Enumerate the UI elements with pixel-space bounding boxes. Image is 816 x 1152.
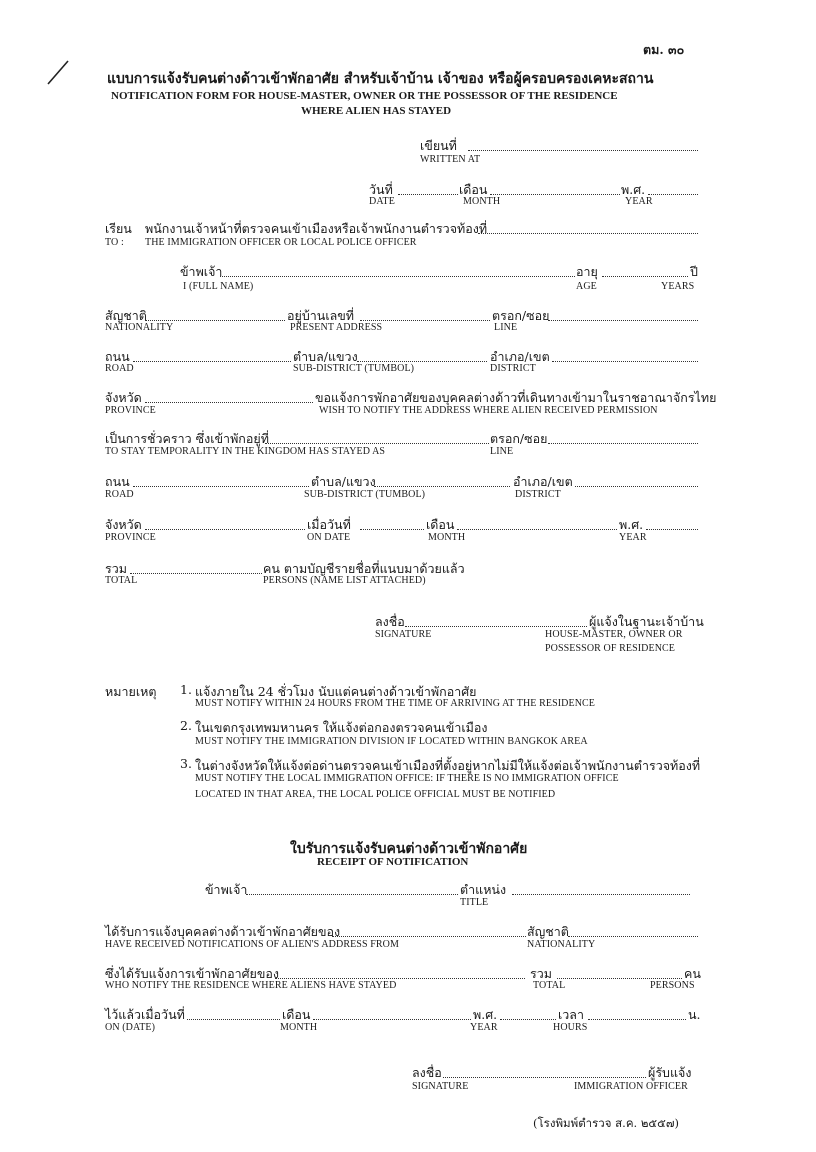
province-text-en: WISH TO NOTIFY THE ADDRESS WHERE ALIEN RECEIVED PERMISSION <box>319 405 658 416</box>
signature-label-th: ลงชื่อ <box>375 614 405 629</box>
district2-label-en: DISTRICT <box>515 489 561 500</box>
province-label-th: จังหวัด <box>105 390 142 405</box>
receipt-time-th: เวลา <box>558 1007 584 1022</box>
receipt-received-field[interactable] <box>332 936 526 937</box>
written-at-field[interactable] <box>468 150 698 151</box>
signature-label-en: SIGNATURE <box>375 629 432 640</box>
notes-label: หมายเหตุ <box>105 684 157 699</box>
district-field[interactable] <box>552 361 698 362</box>
date-month-th: เดือน <box>459 182 488 197</box>
receipt-sign-role-en: IMMIGRATION OFFICER <box>574 1081 688 1092</box>
road-label-en: ROAD <box>105 363 134 374</box>
subdistrict-label-en: SUB-DISTRICT (TUMBOL) <box>293 363 415 374</box>
province-field[interactable] <box>145 402 313 403</box>
temporary-label-th: เป็นการชั่วคราว ซึ่งเข้าพักอยู่ที่ <box>105 431 269 446</box>
receipt-sign-th: ลงชื่อ <box>412 1065 442 1080</box>
year2-label-en: YEAR <box>619 532 647 543</box>
district2-label-th: อำเภอ/เขต <box>513 474 573 489</box>
note-1-num: 1. <box>180 682 192 697</box>
note-2-th: ในเขตกรุงเทพมหานคร ให้แจ้งต่อกองตรวจคนเข้าเมือง <box>195 720 488 735</box>
on-date-field[interactable] <box>360 529 424 530</box>
receipt-position-th: ตำแหน่ง <box>460 882 507 897</box>
temporary-line-field[interactable] <box>548 443 698 444</box>
signature-role-en-2: POSSESSOR OF RESIDENCE <box>545 643 676 654</box>
road2-field[interactable] <box>133 486 309 487</box>
receipt-on-en: ON (DATE) <box>105 1022 156 1033</box>
subdistrict2-field[interactable] <box>374 486 510 487</box>
receipt-nationality-field[interactable] <box>568 936 698 937</box>
note-2-en: MUST NOTIFY THE IMMIGRATION DIVISION IF LOCATED WITHIN BANGKOK AREA <box>195 736 588 747</box>
note-2-num: 2. <box>180 718 192 733</box>
month2-label-en: MONTH <box>428 532 466 543</box>
title-en-2: WHERE ALIEN HAS STAYED <box>301 105 452 117</box>
years-label-en: YEARS <box>661 281 695 292</box>
receipt-received-en: HAVE RECEIVED NOTIFICATIONS OF ALIEN'S ADDRESS FROM <box>105 939 399 950</box>
receipt-sign-en: SIGNATURE <box>412 1081 469 1092</box>
receipt-year-th: พ.ศ. <box>473 1007 498 1022</box>
month2-label-th: เดือน <box>426 517 455 532</box>
date-month-en: MONTH <box>463 196 501 207</box>
note-3-num: 3. <box>180 756 192 771</box>
date-day-en: DATE <box>369 196 395 207</box>
temporary-label-en: TO STAY TEMPORALITY IN THE KINGDOM HAS STAYED AS <box>105 446 386 457</box>
note-3-th: ในต่างจังหวัดให้แจ้งต่อด่านตรวจคนเข้าเมืองที่ตั้งอยู่หากไม่มีให้แจ้งต่อเจ้าพนักงานตำรวจท้องที่ <box>195 758 701 773</box>
receipt-nationality-en: NATIONALITY <box>527 939 596 950</box>
district-label-th: อำเภอ/เขต <box>490 349 550 364</box>
on-date-label-th: เมื่อวันที่ <box>307 517 351 532</box>
note-3-en2: LOCATED IN THAT AREA, THE LOCAL POLICE OFFICIAL MUST BE NOTIFIED <box>195 789 556 800</box>
receipt-who-field[interactable] <box>275 978 525 979</box>
road2-label-th: ถนน <box>105 474 130 489</box>
date-month-field[interactable] <box>490 194 620 195</box>
total-field[interactable] <box>130 573 262 574</box>
written-at-label-th: เขียนที่ <box>420 138 457 153</box>
total-text-en: PERSONS (NAME LIST ATTACHED) <box>263 575 426 586</box>
province-label-en: PROVINCE <box>105 405 156 416</box>
road-label-th: ถนน <box>105 349 130 364</box>
temporary-field[interactable] <box>265 443 489 444</box>
province2-label-en: PROVINCE <box>105 532 156 543</box>
receipt-received-th: ได้รับการแจ้งบุคคลต่างด้าวเข้าพักอาศัยของ <box>105 924 341 939</box>
on-date-label-en: ON DATE <box>307 532 351 543</box>
name-label-en: I (FULL NAME) <box>183 281 254 292</box>
signature-field[interactable] <box>405 626 587 627</box>
total-text-th: คน ตามบัญชีรายชื่อที่แนบมาด้วยแล้ว <box>263 561 465 576</box>
receipt-name-th: ข้าพเจ้า <box>205 882 248 897</box>
total-label-th: รวม <box>105 561 127 576</box>
receipt-nationality-th: สัญชาติ <box>527 924 569 939</box>
note-1-th: แจ้งภายใน 24 ชั่วโมง นับแต่คนต่างด้าวเข้าพักอาศัย <box>195 684 477 699</box>
receipt-who-th: ซึ่งได้รับแจ้งการเข้าพักอาศัยของ <box>105 966 280 981</box>
line-label-en: LINE <box>494 322 518 333</box>
receipt-persons-th: คน <box>684 966 701 981</box>
title-th: แบบการแจ้งรับคนต่างด้าวเข้าพักอาศัย สำหรับเจ้าบ้าน เจ้าของ หรือผู้ครอบครองเคหะสถาน <box>107 71 654 87</box>
total-label-en: TOTAL <box>105 575 138 586</box>
nationality-field[interactable] <box>145 320 285 321</box>
receipt-name-field[interactable] <box>246 894 458 895</box>
temporary-line-th: ตรอก/ซอย <box>490 431 548 446</box>
date-year-field[interactable] <box>648 194 698 195</box>
subdistrict2-label-th: ตำบล/แขวง <box>311 474 376 489</box>
note-3-en: MUST NOTIFY THE LOCAL IMMIGRATION OFFICE: IF THERE IS NO IMMIGRATION OFFICE <box>195 773 619 784</box>
pen-mark <box>44 58 74 88</box>
signature-role-th: ผู้แจ้งในฐานะเจ้าบ้าน <box>589 614 704 629</box>
receipt-time-field[interactable] <box>588 1019 686 1020</box>
receipt-month-en: MONTH <box>280 1022 318 1033</box>
year2-label-th: พ.ศ. <box>619 517 644 532</box>
address-label-en: PRESENT ADDRESS <box>290 322 383 333</box>
month2-field[interactable] <box>457 529 617 530</box>
line-field[interactable] <box>548 320 698 321</box>
receipt-year-en: YEAR <box>470 1022 498 1033</box>
province2-label-th: จังหวัด <box>105 517 142 532</box>
district2-field[interactable] <box>575 486 698 487</box>
receipt-total-field[interactable] <box>557 978 682 979</box>
line-label-th: ตรอก/ซอย <box>492 308 550 323</box>
receipt-title-en: RECEIPT OF NOTIFICATION <box>317 856 469 868</box>
subdistrict-label-th: ตำบล/แขวง <box>293 349 358 364</box>
receipt-on-field[interactable] <box>187 1019 280 1020</box>
name-label-th: ข้าพเจ้า <box>180 264 223 279</box>
receipt-total-en: TOTAL <box>533 980 566 991</box>
age-label-th: อายุ <box>576 264 598 279</box>
age-label-en: AGE <box>576 281 597 292</box>
date-year-th: พ.ศ. <box>621 182 646 197</box>
subdistrict2-label-en: SUB-DISTRICT (TUMBOL) <box>304 489 426 500</box>
receipt-hours-en: HOURS <box>553 1022 588 1033</box>
to-label-th: เรียน <box>105 221 132 236</box>
receipt-month-th: เดือน <box>282 1007 311 1022</box>
receipt-position-en: TITLE <box>460 897 489 908</box>
nationality-label-th: สัญชาติ <box>105 308 147 323</box>
to-text-en: THE IMMIGRATION OFFICER OR LOCAL POLICE OFFICER <box>145 237 417 248</box>
date-day-th: วันที่ <box>369 182 393 197</box>
receipt-sign-field[interactable] <box>443 1077 646 1078</box>
province2-field[interactable] <box>145 529 305 530</box>
to-field[interactable] <box>478 233 698 234</box>
to-label-en: TO : <box>105 237 124 248</box>
date-year-en: YEAR <box>625 196 653 207</box>
full-name-field[interactable] <box>220 276 575 277</box>
temporary-line-en: LINE <box>490 446 514 457</box>
province-text-th: ขอแจ้งการพักอาศัยของบุคคลต่างด้าวที่เดินทางเข้ามาในราชอาณาจักรไทย <box>315 390 717 405</box>
receipt-month-field[interactable] <box>313 1019 471 1020</box>
title-en-1: NOTIFICATION FORM FOR HOUSE-MASTER, OWNER OR THE POSSESSOR OF THE RESIDENCE <box>111 90 618 102</box>
years-label-th: ปี <box>690 264 698 279</box>
receipt-who-en: WHO NOTIFY THE RESIDENCE WHERE ALIENS HAVE STAYED <box>105 980 397 991</box>
to-text-th: พนักงานเจ้าหน้าที่ตรวจคนเข้าเมืองหรือเจ้าพนักงานตำรวจท้องที่ <box>145 221 488 236</box>
receipt-title-th: ใบรับการแจ้งรับคนต่างด้าวเข้าพักอาศัย <box>290 841 528 857</box>
receipt-total-th: รวม <box>530 966 552 981</box>
form-code: ตม. ๓๐ <box>643 42 685 57</box>
district-label-en: DISTRICT <box>490 363 536 374</box>
date-day-field[interactable] <box>398 194 458 195</box>
receipt-sign-role-th: ผู้รับแจ้ง <box>648 1065 692 1080</box>
age-field[interactable] <box>602 276 688 277</box>
signature-role-en-1: HOUSE-MASTER, OWNER OR <box>545 629 683 640</box>
road2-label-en: ROAD <box>105 489 134 500</box>
receipt-on-th: ไว้แล้วเมื่อวันที่ <box>105 1007 185 1022</box>
receipt-year-field[interactable] <box>500 1019 556 1020</box>
road-field[interactable] <box>133 361 291 362</box>
note-1-en: MUST NOTIFY WITHIN 24 HOURS FROM THE TIME OF ARRIVING AT THE RESIDENCE <box>195 698 595 709</box>
address-field[interactable] <box>360 320 490 321</box>
address-label-th: อยู่บ้านเลขที่ <box>287 308 355 323</box>
subdistrict-field[interactable] <box>357 361 487 362</box>
written-at-label-en: WRITTEN AT <box>420 154 481 165</box>
receipt-hour-th: น. <box>688 1007 701 1022</box>
printer-note: (โรงพิมพ์ตำรวจ ส.ค. ๒๕๕๗) <box>533 1116 679 1130</box>
receipt-persons-en: PERSONS <box>650 980 695 991</box>
year2-field[interactable] <box>646 529 698 530</box>
nationality-label-en: NATIONALITY <box>105 322 174 333</box>
receipt-position-field[interactable] <box>512 894 690 895</box>
